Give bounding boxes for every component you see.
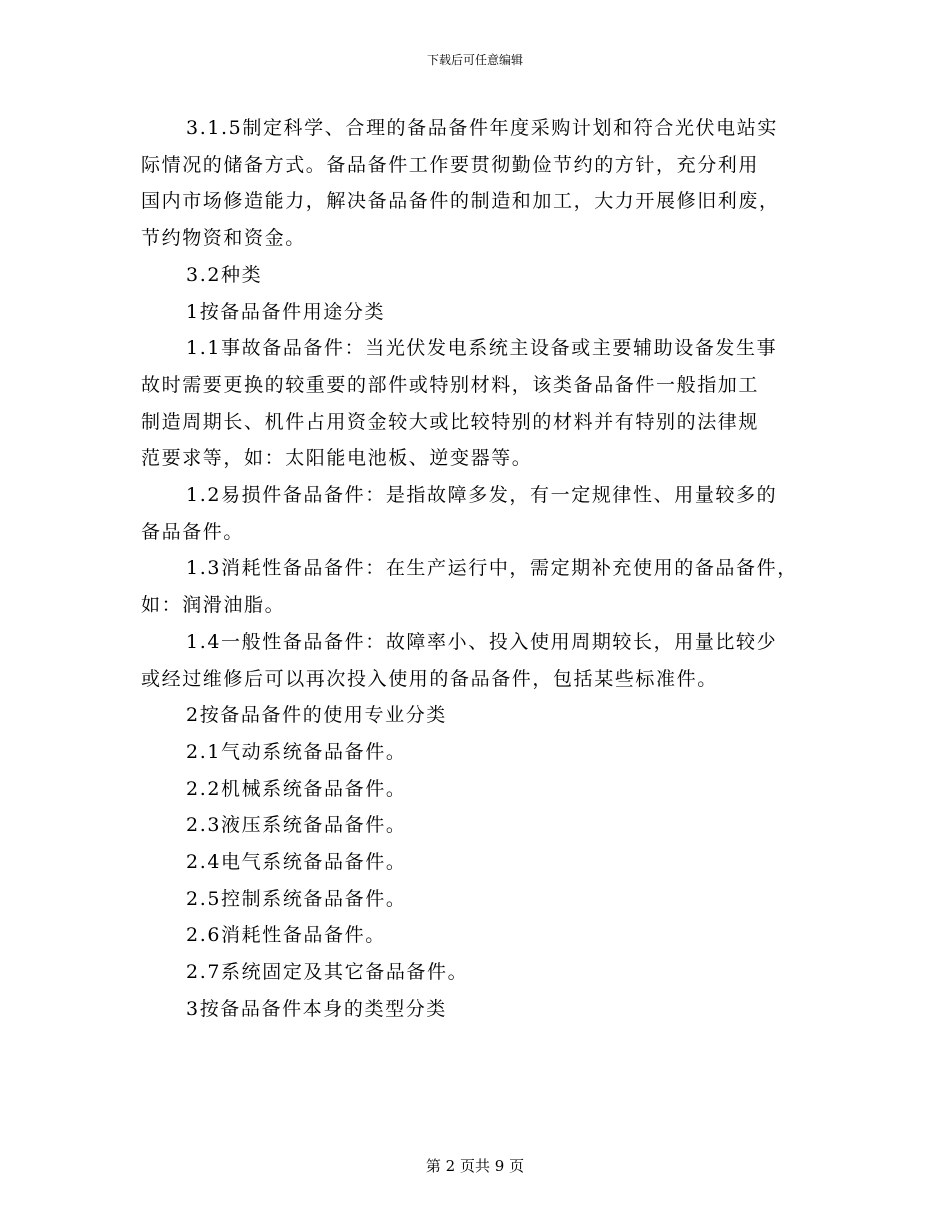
paragraph	[141, 881, 821, 918]
paragraph-line: 备品备件。	[141, 520, 245, 543]
paragraph-line: 3.1.5制定科学、合理的备品备件年度采购计划和符合光伏电站实	[186, 117, 778, 139]
paragraph	[141, 917, 821, 954]
paragraph	[141, 257, 821, 294]
paragraph-line: 范要求等，如：太阳能电池板、逆变器等。	[141, 447, 533, 470]
paragraph-line: 2.2机械系统备品备件。	[186, 777, 407, 800]
paragraph-line: 2.4电气系统备品备件。	[186, 851, 407, 874]
page-header-note: 下载后可任意编辑	[426, 53, 523, 67]
paragraph	[141, 771, 821, 808]
paragraph	[141, 477, 821, 550]
paragraph-line: 制造周期长、机件占用资金较大或比较特别的材料并有特别的法律规	[141, 410, 760, 433]
paragraph	[141, 734, 821, 771]
paragraph-line: 故时需要更换的较重要的部件或特别材料，该类备品备件一般指加工	[141, 373, 760, 396]
paragraph-line: 或经过维修后可以再次投入使用的备品备件，包括某些标准件。	[141, 667, 718, 690]
paragraph	[141, 844, 821, 881]
paragraph-line: 国内市场修造能力，解决备品备件的制造和加工，大力开展修旧利废，	[141, 190, 780, 213]
paragraph-line: 1.2易损件备品备件：是指故障多发，有一定规律性、用量较多的	[186, 484, 778, 507]
document-body	[141, 110, 821, 1028]
paragraph	[141, 697, 821, 734]
paragraph	[141, 807, 821, 844]
paragraph-line: 1.3消耗性备品备件：在生产运行中，需定期补充使用的备品备件，	[186, 557, 798, 580]
paragraph-line: 2按备品备件的使用专业分类	[186, 704, 447, 727]
paragraph-line: 如：润滑油脂。	[141, 594, 286, 617]
paragraph	[141, 294, 821, 331]
paragraph-line: 3按备品备件本身的类型分类	[186, 997, 447, 1020]
paragraph-line: 3.2种类	[186, 263, 263, 286]
paragraph-line: 2.1气动系统备品备件。	[186, 740, 407, 763]
paragraph	[141, 330, 821, 477]
paragraph-line: 1按备品备件用途分类	[186, 300, 386, 323]
paragraph	[141, 991, 821, 1028]
paragraph-line: 2.3液压系统备品备件。	[186, 814, 407, 837]
paragraph-line: 1.4一般性备品备件：故障率小、投入使用周期较长，用量比较少	[186, 630, 778, 653]
paragraph-line: 2.5控制系统备品备件。	[186, 887, 407, 910]
paragraph-line: 2.6消耗性备品备件。	[186, 924, 386, 947]
paragraph-line: 节约物资和资金。	[141, 227, 306, 250]
page-number-footer: 第 2 页共 9 页	[425, 1157, 525, 1175]
paragraph	[141, 624, 821, 697]
paragraph-line: 1.1事故备品备件：当光伏发电系统主设备或主要辅助设备发生事	[186, 337, 778, 360]
paragraph	[141, 954, 821, 991]
paragraph-line: 际情况的储备方式。备品备件工作要贯彻勤俭节约的方针，充分利用	[141, 153, 760, 176]
paragraph	[141, 550, 821, 623]
paragraph-line: 2.7系统固定及其它备品备件。	[186, 961, 469, 984]
paragraph	[141, 110, 821, 257]
